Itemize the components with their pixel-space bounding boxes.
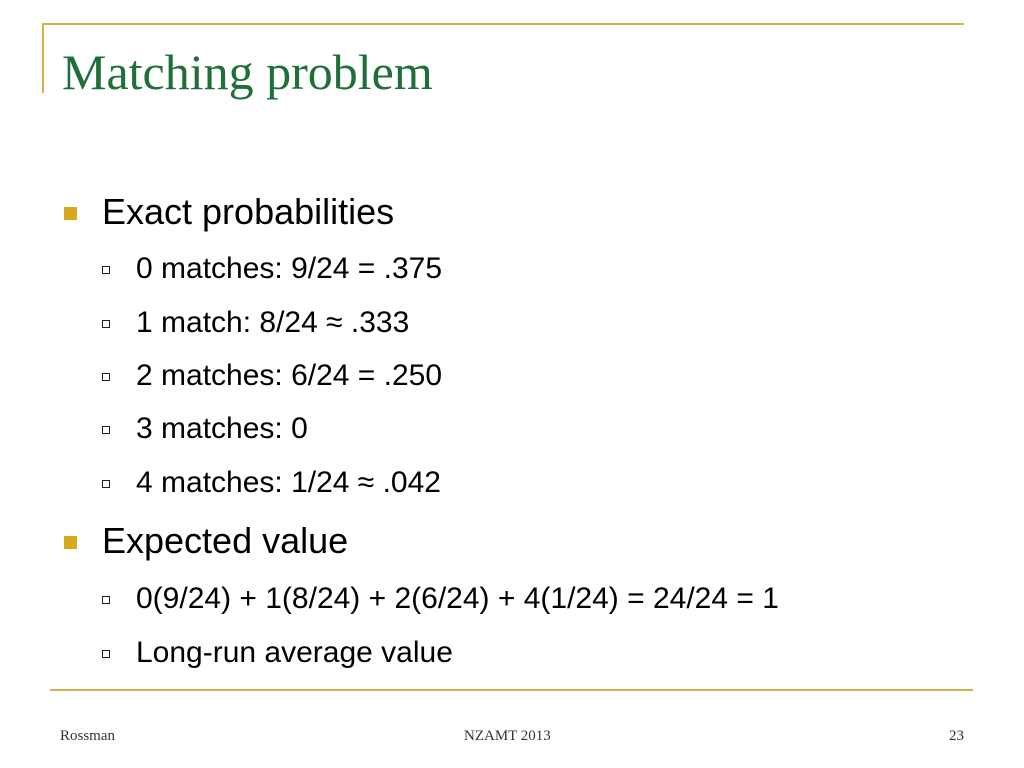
sub-bullet-item: 0(9/24) + 1(8/24) + 2(6/24) + 4(1/24) = 24/24 = 1 xyxy=(136,582,779,615)
hollow-square-bullet-icon xyxy=(102,266,110,274)
slide-title: Matching problem xyxy=(62,44,433,100)
hollow-square-bullet-icon xyxy=(102,373,110,381)
sub-bullet-item: 1 match: 8/24 ≈ .333 xyxy=(136,306,410,339)
hollow-square-bullet-icon xyxy=(102,650,110,658)
square-bullet-icon xyxy=(64,207,77,220)
sub-bullet-item: 4 matches: 1/24 ≈ .042 xyxy=(136,466,441,499)
sub-bullet-item: 3 matches: 0 xyxy=(136,412,308,445)
sub-bullet-item: 2 matches: 6/24 = .250 xyxy=(136,359,443,392)
footer-event: NZAMT 2013 xyxy=(464,728,551,744)
footer-author: Rossman xyxy=(60,728,116,744)
sub-bullet-item: Long-run average value xyxy=(136,636,453,669)
bullet-heading: Expected value xyxy=(102,520,349,561)
hollow-square-bullet-icon xyxy=(102,426,110,434)
bullet-heading: Exact probabilities xyxy=(102,191,395,232)
hollow-square-bullet-icon xyxy=(102,480,110,488)
hollow-square-bullet-icon xyxy=(102,320,110,328)
square-bullet-icon xyxy=(64,536,77,549)
footer-rule xyxy=(50,689,973,691)
footer-page-number: 23 xyxy=(949,728,964,744)
sub-bullet-item: 0 matches: 9/24 = .375 xyxy=(136,252,443,285)
hollow-square-bullet-icon xyxy=(102,596,110,604)
